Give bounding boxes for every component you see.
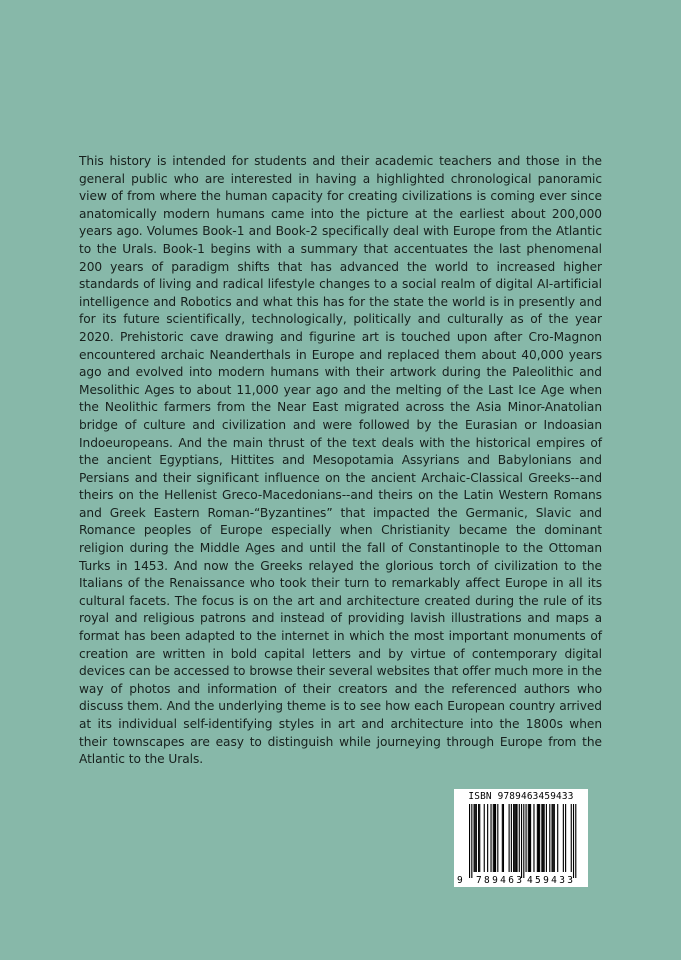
barcode-bar <box>533 804 534 872</box>
barcode-bar <box>513 804 514 872</box>
barcode-guard-bar <box>575 804 576 878</box>
barcode-bar <box>516 804 517 872</box>
barcode-bar <box>478 804 479 872</box>
barcode-right-digits: 459433 <box>527 875 573 886</box>
barcode-bars <box>454 789 588 887</box>
barcode-bar <box>551 804 552 872</box>
barcode-bar <box>539 804 540 872</box>
barcode-bar <box>541 804 542 872</box>
barcode-guard-bar <box>521 804 522 878</box>
barcode-bar <box>509 804 510 872</box>
barcode-bar <box>502 804 503 872</box>
barcode-bar <box>519 804 520 872</box>
barcode-bar <box>476 804 477 872</box>
barcode-bar <box>563 804 564 872</box>
barcode-bar <box>557 804 558 872</box>
barcode-bar <box>515 804 516 872</box>
barcode-bar <box>526 804 527 872</box>
barcode-bar <box>474 804 475 872</box>
barcode-bar <box>530 804 531 872</box>
barcode-guard-bar <box>573 804 574 878</box>
isbn-label: ISBN 9789463459433 <box>468 791 574 802</box>
barcode-bar <box>494 804 495 872</box>
barcode-bar <box>497 804 498 872</box>
barcode-bar <box>528 804 529 872</box>
barcode-bar <box>554 804 555 872</box>
barcode-bar <box>546 804 547 872</box>
barcode-left-digits: 789463 <box>476 875 522 886</box>
barcode-bar <box>565 804 566 872</box>
barcode-bar <box>549 804 550 872</box>
barcode-bar <box>544 804 545 872</box>
barcode-bar <box>493 804 494 872</box>
isbn-barcode <box>454 789 588 887</box>
barcode-bar <box>571 804 572 872</box>
barcode-bar <box>484 804 485 872</box>
barcode-guard-bar <box>469 804 470 878</box>
barcode-bar <box>490 804 491 872</box>
barcode-bar <box>537 804 538 872</box>
barcode-bar <box>495 804 496 872</box>
barcode-bar <box>553 804 554 872</box>
barcode-bar <box>511 804 512 872</box>
barcode-bar <box>538 804 539 872</box>
barcode-bar <box>487 804 488 872</box>
barcode-guard-bar <box>471 804 472 878</box>
back-cover-blurb: This history is intended for students and their academic teachers and those in the general public who are interested in having a highlighted chronological panoramic view of from where the human capacity for creating civilizations is coming ever since anatomically modern humans came into the picture at the earliest about 200,000 years ago. Volumes Book-1 and Book-2 specifically deal with Europe from the Atlantic to the Urals. Book-1 begins with a summary that accentuates the last phenomenal 200 years of paradigm shifts that has advanced the world to increased higher standards of living and radical lifestyle changes to a social realm of digital AI-artificial intelligence and Robotics and what this has for the state the world is in presently and for its future scientifically, technologically, politically and culturally as of the year 2020. Prehistoric cave drawing and figurine art is touched upon after Cro-Magnon encountered archaic Neanderthals in Europe and replaced them about 40,000 years ago and evolved into modern humans with their artwork during the Paleolithic and Mesolithic Ages to about 11,000 year ago and the melting of the Last Ice Age when the Neolithic farmers from the Near East migrated across the Asia Minor-Anatolian bridge of culture and civilization and were followed by the Eurasian or Indoasian Indoeuropeans. And the main thrust of the text deals with the historical empires of the ancient Egyptians, Hittites and Mesopotamia Assyrians and Babylonians and Persians and their significant influence on the ancient Archaic-Classical Greeks--and theirs on the Hellenist Greco-Macedonians--and theirs on the Latin Western Romans and Greek Eastern Roman-“Byzantines” that impacted the Germanic, Slavic and Romance peoples of Europe especially when Christianity became the dominant religion during the Middle Ages and until the fall of Constantinople to the Ottoman Turks in 1453. And now the Greeks relayed the glorious torch of civilization to the Italians of the Renaissance who took their turn to remarkably affect Europe in all its cultural facets. The focus is on the art and architecture created during the rule of its royal and religious patrons and instead of providing lavish illustrations and maps a format has been adapted to the internet in which the most important monuments of creation are written in bold capital letters and by virtue of contemporary digital devices can be accessed to browse their several websites that offer much more in the way of photos and information of their creators and the referenced authors who discuss them. And the underlying theme is to see how each European country arrived at its individual self-identifying styles in art and architecture into the 1800s when their townscapes are easy to distinguish while journeying through Europe from the Atlantic to the Urals. <box>79 154 602 767</box>
barcode-bar <box>503 804 504 872</box>
barcode-guard-bar <box>523 804 524 878</box>
barcode-bar <box>475 804 476 872</box>
barcode-bar <box>514 804 515 872</box>
barcode-bar <box>529 804 530 872</box>
barcode-bar <box>542 804 543 872</box>
barcode-first-digit: 9 <box>457 875 463 886</box>
barcode-bar <box>479 804 480 872</box>
